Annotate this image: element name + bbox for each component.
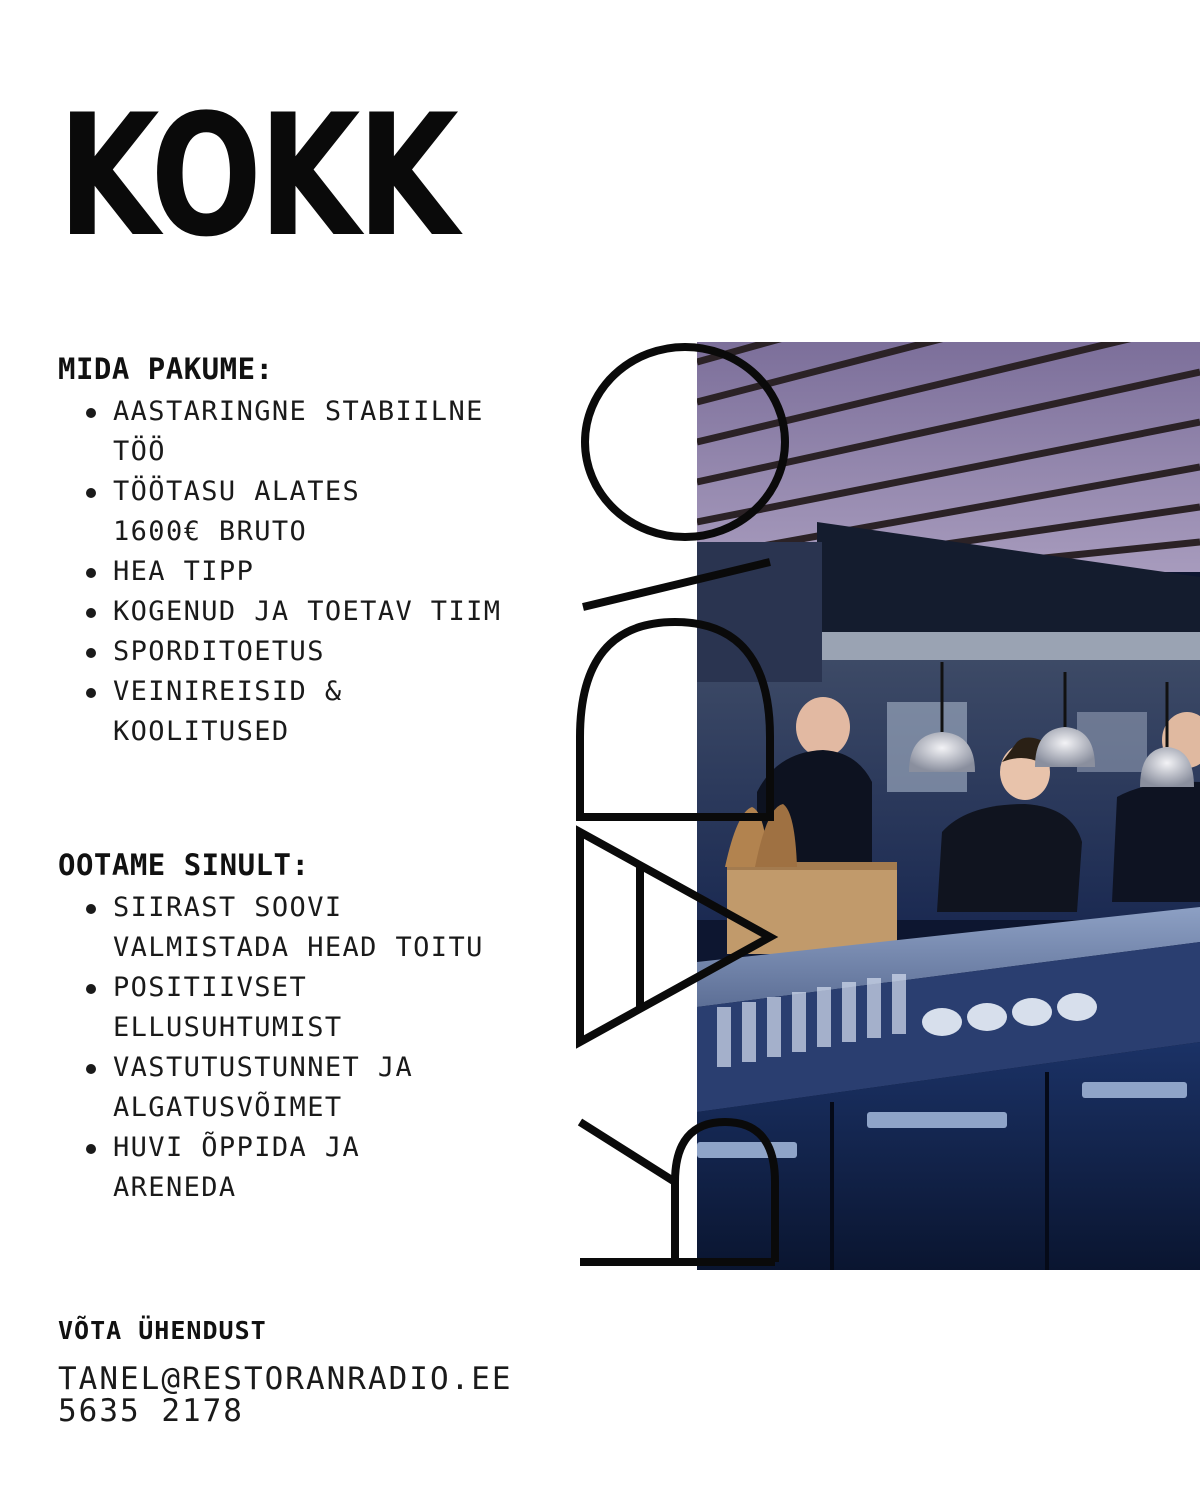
expect-item: POSITIIVSET ELLUSUHTUMIST <box>58 968 558 1048</box>
expect-heading: OOTAME SINULT: <box>58 848 310 882</box>
expect-list <box>58 888 558 1208</box>
expect-item: HUVI ÕPPIDA JA ARENEDA <box>58 1128 558 1208</box>
job-title: KOKK <box>58 78 456 274</box>
contact-phone[interactable]: 5635 2178 <box>58 1393 244 1429</box>
offer-item: TÖÖTASU ALATES 1600€ BRUTO <box>58 472 558 552</box>
expect-item: SIIRAST SOOVI VALMISTADA HEAD TOITU <box>58 888 558 968</box>
contact-label: VÕTA ÜHENDUST <box>58 1316 267 1345</box>
contact-block <box>58 1316 513 1427</box>
offer-heading: MIDA PAKUME: <box>58 352 274 386</box>
expect-item: VASTUTUSTUNNET JA ALGATUSVÕIMET <box>58 1048 558 1128</box>
offer-section <box>58 352 558 752</box>
offer-item: AASTARINGNE STABIILNE TÖÖ <box>58 392 558 472</box>
contact-email[interactable]: TANEL@RESTORANRADIO.EE <box>58 1361 513 1397</box>
offer-item: HEA TIPP <box>58 552 558 592</box>
radio-logo <box>575 342 795 1270</box>
expect-section <box>58 848 558 1208</box>
offer-item: SPORDITOETUS <box>58 632 558 672</box>
offer-item: VEINIREISID & KOOLITUSED <box>58 672 558 752</box>
offer-item: KOGENUD JA TOETAV TIIM <box>58 592 558 632</box>
offer-list <box>58 392 558 752</box>
